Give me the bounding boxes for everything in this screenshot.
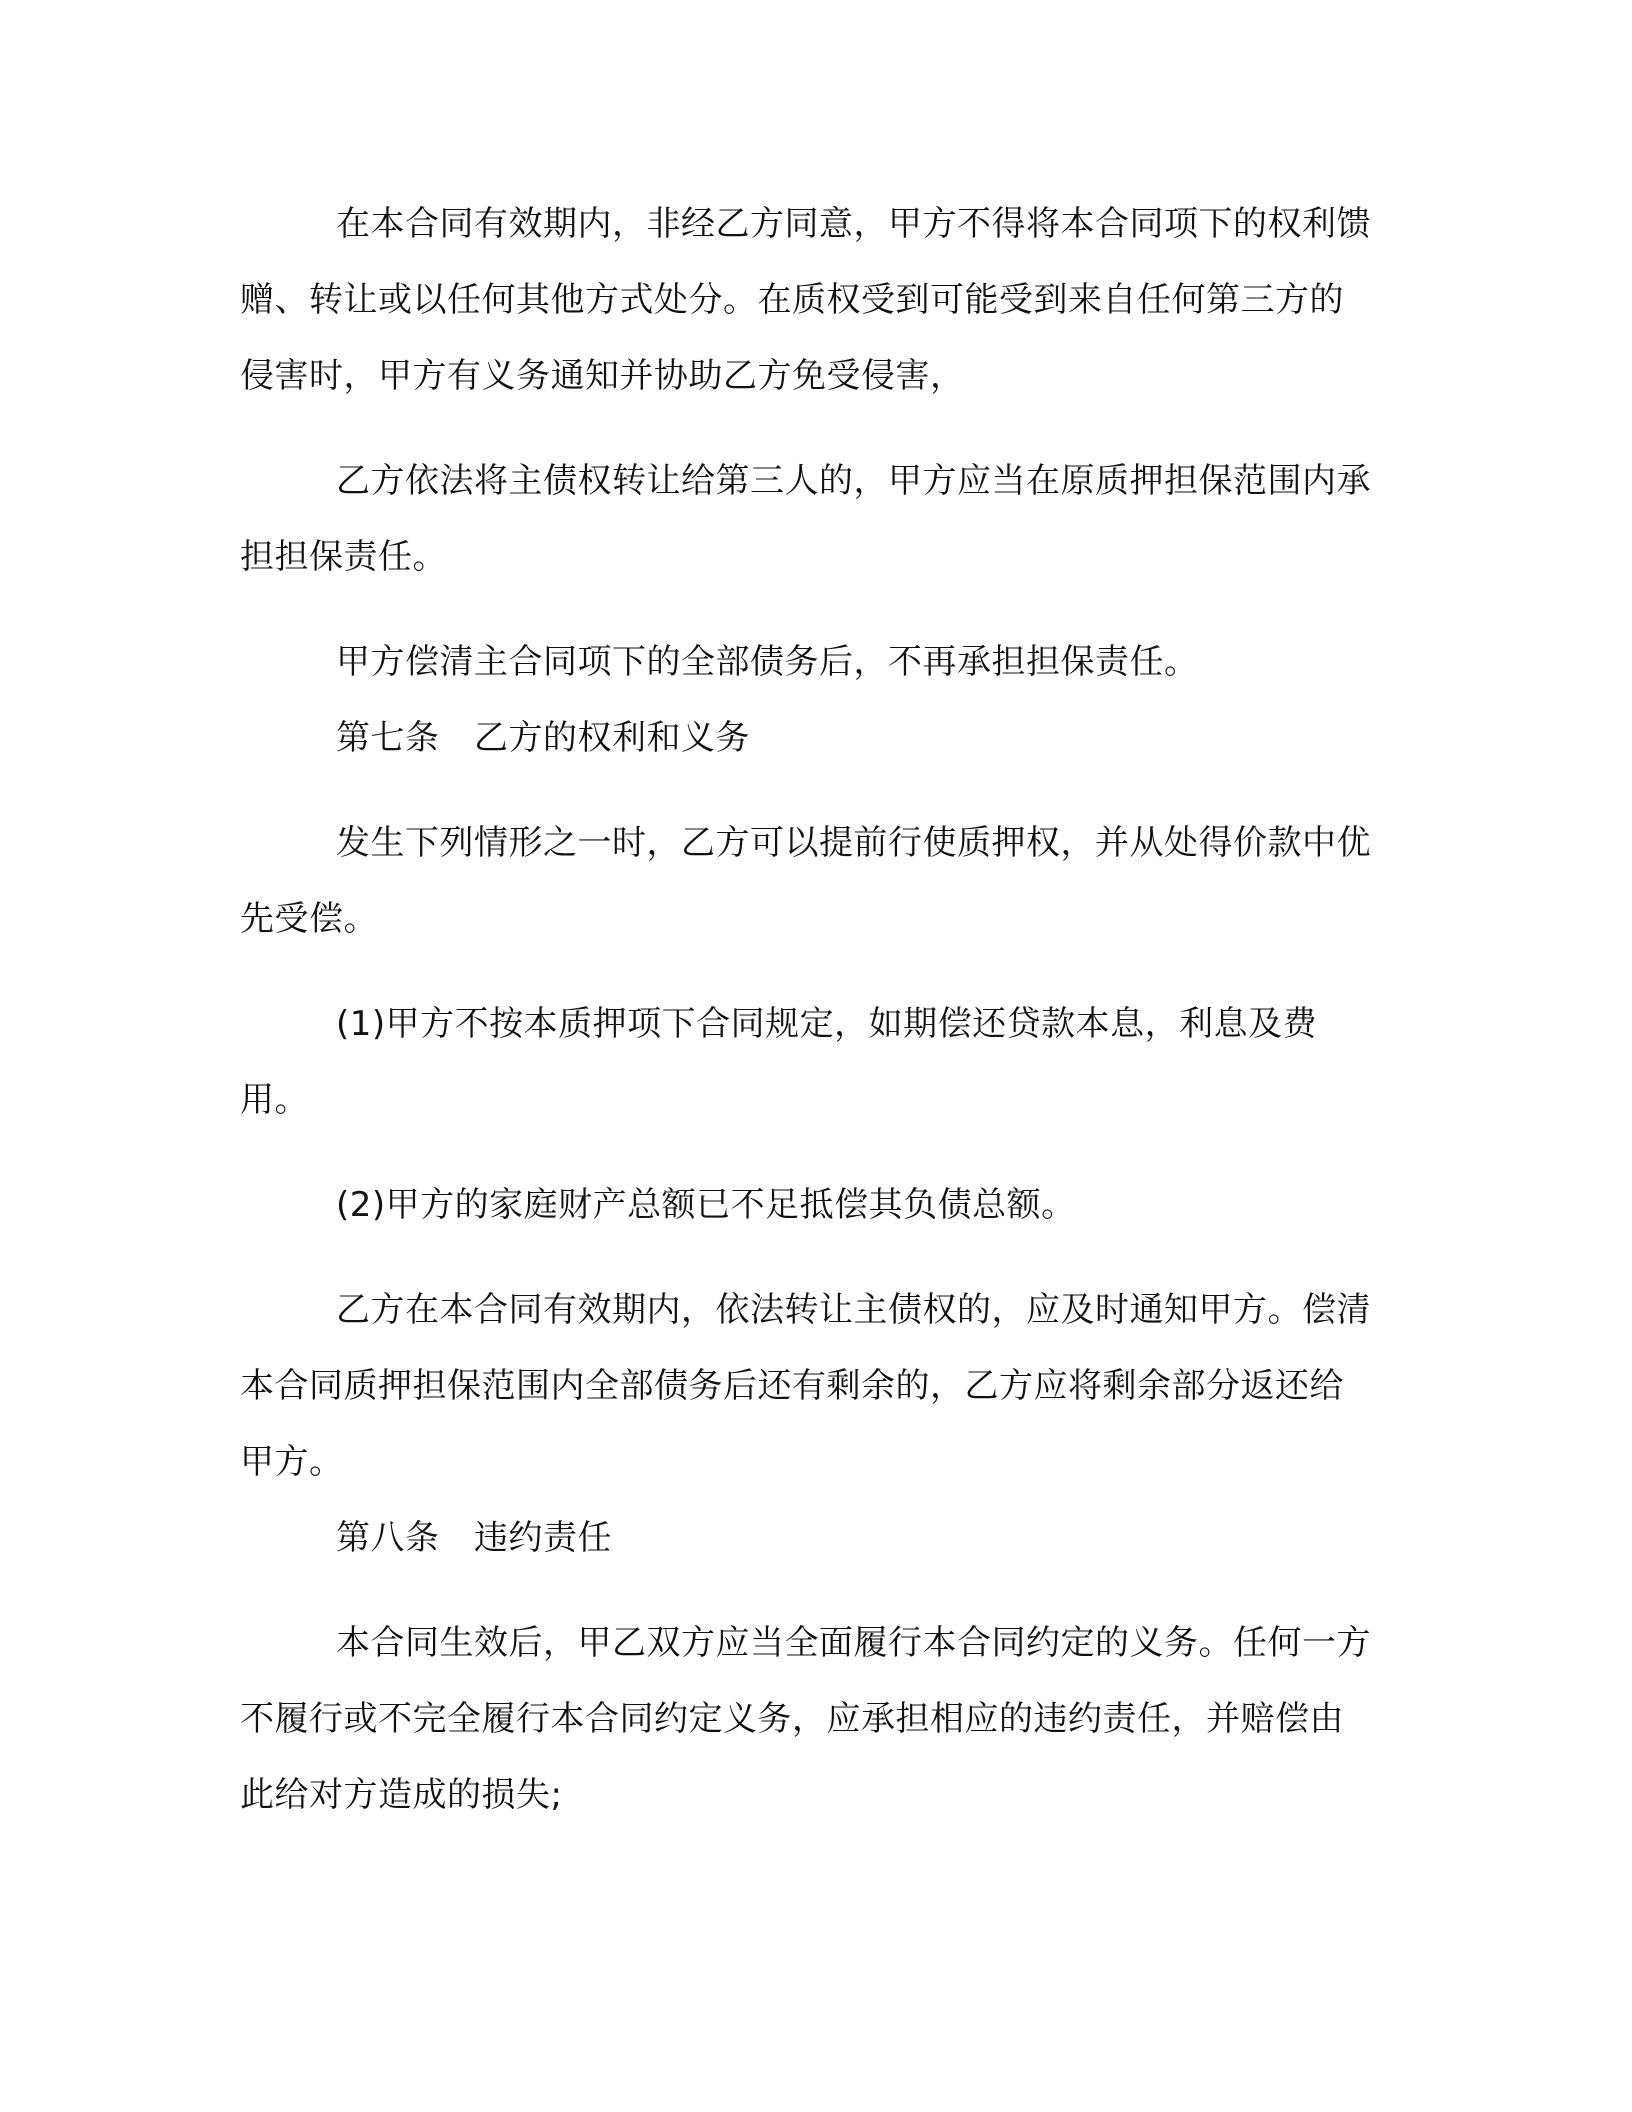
paragraph-transfer-notice: 乙方在本合同有效期内，依法转让主债权的，应及时通知甲方。偿清本合同质押担保范围内全部债务后还有剩余的，乙方应将剩余部分返还给甲方。 <box>240 1290 1371 1482</box>
paragraph-pledge-restriction: 在本合同有效期内，非经乙方同意，甲方不得将本合同项下的权利馈赠、转让或以任何其他方式处分。在质权受到可能受到来自任何第三方的侵害时，甲方有义务通知并协助乙方免受侵害， <box>240 204 1371 396</box>
paragraph-debt-transfer: 乙方依法将主债权转让给第三人的，甲方应当在原质押担保范围内承担担保责任。 <box>240 461 1371 577</box>
document-page <box>240 186 1372 1833</box>
list-item-1: (1)甲方不按本质押项下合同规定，如期偿还贷款本息，利息及费用。 <box>240 1004 1318 1120</box>
article-8-heading: 第八条 违约责任 <box>336 1518 612 1558</box>
paragraph-guarantee-release: 甲方偿清主合同项下的全部债务后，不再承担担保责任。 <box>336 642 1199 682</box>
paragraph-liability: 本合同生效后，甲乙双方应当全面履行本合同约定的义务。任何一方不履行或不完全履行本合同约定义务，应承担相应的违约责任，并赔偿由此给对方造成的损失; <box>240 1623 1371 1815</box>
article-7-heading: 第七条 乙方的权利和义务 <box>336 718 750 758</box>
list-item-2: (2)甲方的家庭财产总额已不足抵偿其负债总额。 <box>336 1185 1076 1225</box>
paragraph-early-enforcement: 发生下列情形之一时，乙方可以提前行使质押权，并从处得价款中优先受偿。 <box>240 823 1371 939</box>
